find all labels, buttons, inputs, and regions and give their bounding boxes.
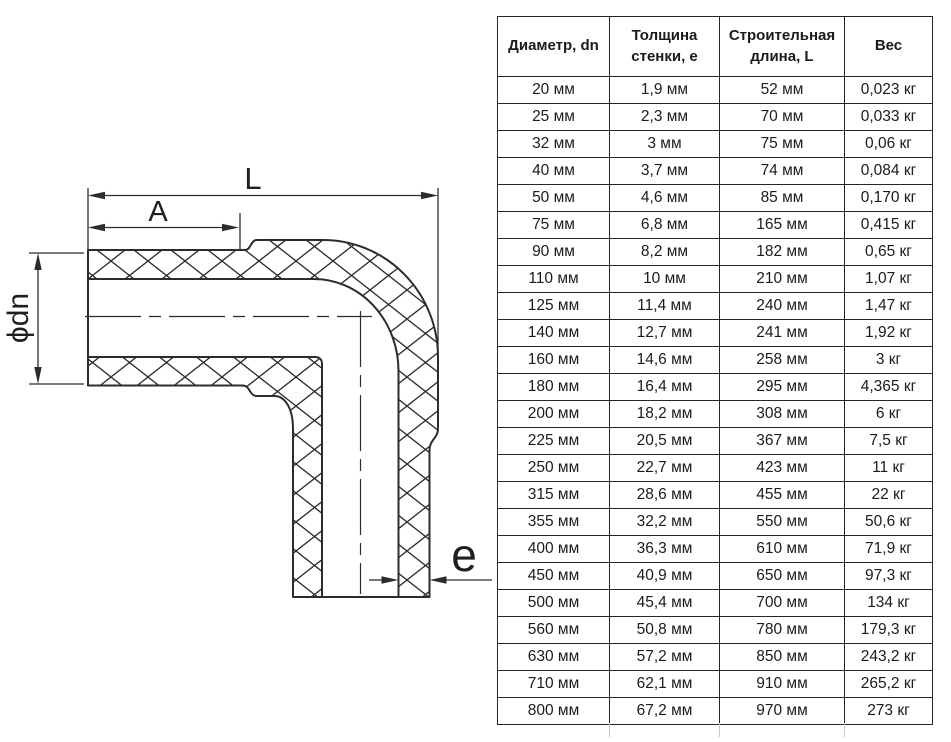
- table-row: [498, 131, 933, 158]
- table-cell: 710 мм: [498, 671, 610, 698]
- table-cell: 71,9 кг: [845, 536, 933, 563]
- table-cell: 160 мм: [498, 347, 610, 374]
- table-cell: 125 мм: [498, 293, 610, 320]
- arrowhead: [222, 224, 239, 231]
- table-cell: 0,65 кг: [845, 239, 933, 266]
- table-cell: 18,2 мм: [610, 401, 720, 428]
- table-cell: 180 мм: [498, 374, 610, 401]
- elbow-inner-wall-section: [88, 357, 322, 597]
- table-cell: 243,2 кг: [845, 644, 933, 671]
- table-cell: 400 мм: [498, 536, 610, 563]
- arrowhead: [88, 224, 105, 231]
- table-cell: 355 мм: [498, 509, 610, 536]
- table-row: [498, 590, 933, 617]
- table-cell: 1,9 мм: [610, 77, 720, 104]
- table-cell: 179,3 кг: [845, 617, 933, 644]
- table-row: [498, 347, 933, 374]
- table-cell: 241 мм: [720, 320, 845, 347]
- table-cell: 28,6 мм: [610, 482, 720, 509]
- table-row: [498, 509, 933, 536]
- table-cell: 40,9 мм: [610, 563, 720, 590]
- dim-label-A: A: [148, 196, 168, 228]
- table-cell: 450 мм: [498, 563, 610, 590]
- table-cell: 32 мм: [498, 131, 610, 158]
- table-cell: 110 мм: [498, 266, 610, 293]
- table-cell: 308 мм: [720, 401, 845, 428]
- table-cell: 85 мм: [720, 185, 845, 212]
- table-cell: 10 мм: [610, 266, 720, 293]
- table-cell: 40 мм: [498, 158, 610, 185]
- dim-label-L: L: [244, 161, 262, 196]
- table-cell: 3 кг: [845, 347, 933, 374]
- table-cell: 225 мм: [498, 428, 610, 455]
- spec-table: [497, 16, 933, 725]
- table-cell: 240 мм: [720, 293, 845, 320]
- table-row: [498, 428, 933, 455]
- table-row: [498, 644, 933, 671]
- table-cell: 970 мм: [720, 698, 845, 725]
- arrowhead: [421, 192, 438, 199]
- table-cell: 45,4 мм: [610, 590, 720, 617]
- table-cell: 134 кг: [845, 590, 933, 617]
- table-cell: 8,2 мм: [610, 239, 720, 266]
- table-cell: 1,92 кг: [845, 320, 933, 347]
- table-cell: 367 мм: [720, 428, 845, 455]
- table-row: [498, 266, 933, 293]
- table-cell: 3,7 мм: [610, 158, 720, 185]
- table-cell: 295 мм: [720, 374, 845, 401]
- table-cell: 780 мм: [720, 617, 845, 644]
- table-cell: 265,2 кг: [845, 671, 933, 698]
- table-cell: 2,3 мм: [610, 104, 720, 131]
- table-cell: 75 мм: [720, 131, 845, 158]
- table-cell: 4,6 мм: [610, 185, 720, 212]
- table-cell: 550 мм: [720, 509, 845, 536]
- table-cell: 20,5 мм: [610, 428, 720, 455]
- column-header: Строительная длина, L: [720, 17, 845, 77]
- table-row: [498, 293, 933, 320]
- table-row: [498, 536, 933, 563]
- table-cell: 210 мм: [720, 266, 845, 293]
- table-cell: 16,4 мм: [610, 374, 720, 401]
- table-cell: 0,033 кг: [845, 104, 933, 131]
- table-cell: 50,8 мм: [610, 617, 720, 644]
- table-cell: 22 кг: [845, 482, 933, 509]
- table-cell: 610 мм: [720, 536, 845, 563]
- dim-label-e: e: [451, 529, 477, 581]
- table-row: [498, 455, 933, 482]
- table-cell: 25 мм: [498, 104, 610, 131]
- table-cell: 500 мм: [498, 590, 610, 617]
- table-cell: 0,084 кг: [845, 158, 933, 185]
- table-cell: 700 мм: [720, 590, 845, 617]
- table-cell: 800 мм: [498, 698, 610, 725]
- table-row: [498, 104, 933, 131]
- table-cell: 258 мм: [720, 347, 845, 374]
- arrowhead: [382, 576, 399, 583]
- table-cell: 14,6 мм: [610, 347, 720, 374]
- table-cell: 650 мм: [720, 563, 845, 590]
- table-cell: 850 мм: [720, 644, 845, 671]
- table-cell: 560 мм: [498, 617, 610, 644]
- table-row: [498, 185, 933, 212]
- table-cell: 97,3 кг: [845, 563, 933, 590]
- table-cell: 423 мм: [720, 455, 845, 482]
- table-row: [498, 482, 933, 509]
- spec-table-header: [498, 17, 933, 77]
- table-cell: 165 мм: [720, 212, 845, 239]
- column-header: Диаметр, dn: [498, 17, 610, 77]
- table-row: [498, 212, 933, 239]
- table-cell: 0,170 кг: [845, 185, 933, 212]
- table-column-separator-stub: [844, 723, 845, 737]
- table-cell: 11,4 мм: [610, 293, 720, 320]
- table-cell: 140 мм: [498, 320, 610, 347]
- arrowhead: [34, 253, 41, 270]
- table-row: [498, 401, 933, 428]
- arrowhead: [88, 192, 105, 199]
- table-cell: 3 мм: [610, 131, 720, 158]
- arrowhead: [34, 367, 41, 384]
- table-cell: 74 мм: [720, 158, 845, 185]
- table-row: [498, 320, 933, 347]
- table-cell: 0,023 кг: [845, 77, 933, 104]
- table-cell: 1,47 кг: [845, 293, 933, 320]
- table-cell: 67,2 мм: [610, 698, 720, 725]
- table-cell: 7,5 кг: [845, 428, 933, 455]
- table-row: [498, 617, 933, 644]
- table-cell: 57,2 мм: [610, 644, 720, 671]
- table-cell: 250 мм: [498, 455, 610, 482]
- table-cell: 36,3 мм: [610, 536, 720, 563]
- table-row: [498, 671, 933, 698]
- table-cell: 315 мм: [498, 482, 610, 509]
- table-row: [498, 239, 933, 266]
- table-cell: 52 мм: [720, 77, 845, 104]
- table-row: [498, 77, 933, 104]
- table-cell: 32,2 мм: [610, 509, 720, 536]
- table-cell: 50,6 кг: [845, 509, 933, 536]
- table-row: [498, 563, 933, 590]
- table-cell: 6,8 мм: [610, 212, 720, 239]
- spec-table-body: [498, 77, 933, 725]
- column-header: Вес: [845, 17, 933, 77]
- centerlines: [85, 311, 372, 594]
- table-cell: 1,07 кг: [845, 266, 933, 293]
- table-cell: 0,06 кг: [845, 131, 933, 158]
- table-cell: 22,7 мм: [610, 455, 720, 482]
- table-column-separator-stub: [609, 723, 610, 737]
- table-cell: 50 мм: [498, 185, 610, 212]
- table-cell: 12,7 мм: [610, 320, 720, 347]
- table-cell: 4,365 кг: [845, 374, 933, 401]
- table-row: [498, 374, 933, 401]
- table-column-separator-stub: [719, 723, 720, 737]
- header-row: [498, 17, 933, 77]
- table-cell: 910 мм: [720, 671, 845, 698]
- table-cell: 90 мм: [498, 239, 610, 266]
- table-row: [498, 698, 933, 725]
- table-row: [498, 158, 933, 185]
- table-cell: 200 мм: [498, 401, 610, 428]
- table-cell: 273 кг: [845, 698, 933, 725]
- dim-label-dn: ϕdn: [2, 292, 35, 344]
- elbow-outer-wall-section: [88, 240, 438, 597]
- table-cell: 182 мм: [720, 239, 845, 266]
- column-header: Толщина стенки, e: [610, 17, 720, 77]
- table-cell: 0,415 кг: [845, 212, 933, 239]
- table-cell: 62,1 мм: [610, 671, 720, 698]
- table-cell: 75 мм: [498, 212, 610, 239]
- table-cell: 6 кг: [845, 401, 933, 428]
- table-cell: 11 кг: [845, 455, 933, 482]
- arrowhead: [430, 576, 447, 583]
- table-cell: 70 мм: [720, 104, 845, 131]
- table-cell: 630 мм: [498, 644, 610, 671]
- table-cell: 455 мм: [720, 482, 845, 509]
- table-cell: 20 мм: [498, 77, 610, 104]
